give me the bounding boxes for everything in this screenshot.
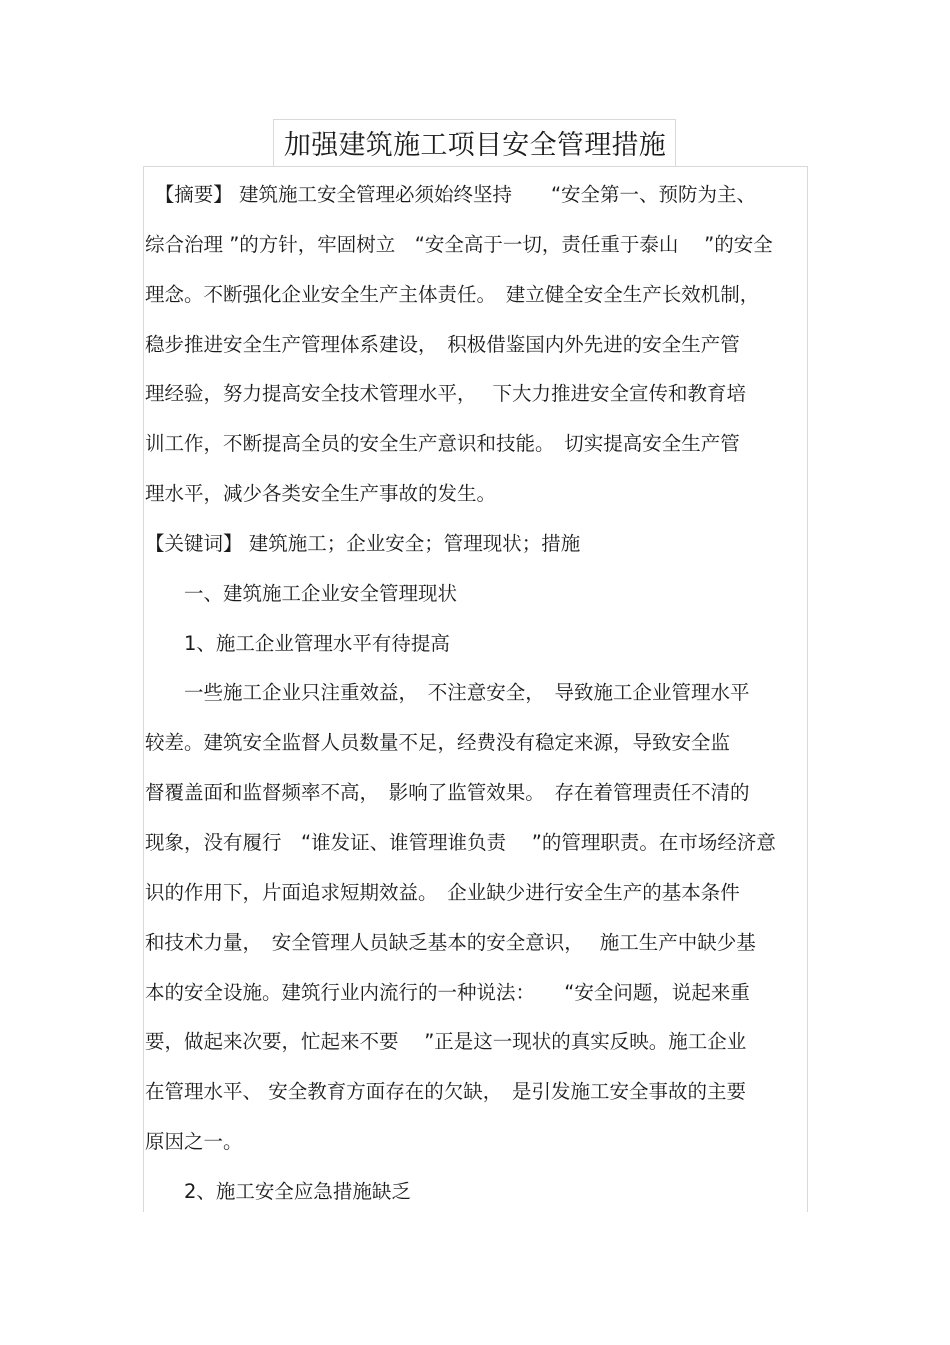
paragraph-line: 本的安全设施。建筑行业内流行的一种说法： “安全问题，说起来重	[145, 980, 750, 1004]
subsection-heading: 1、施工企业管理水平有待提高	[145, 631, 450, 655]
abstract-line: 理念。不断强化企业安全生产主体责任。 建立健全安全生产长效机制，	[145, 282, 760, 306]
subsection-heading: 2、施工安全应急措施缺乏	[145, 1179, 411, 1203]
section-heading: 一、建筑施工企业安全管理现状	[145, 581, 458, 605]
paragraph-line: 和技术力量， 安全管理人员缺乏基本的安全意识， 施工生产中缺少基	[145, 930, 756, 954]
paragraph-line: 要，做起来次要，忙起来不要 ”正是这一现状的真实反映。施工企业	[145, 1030, 747, 1054]
abstract-line: 理水平，减少各类安全生产事故的发生。	[145, 482, 497, 506]
paragraph-line: 现象，没有履行 “谁发证、谁管理谁负责 ”的管理职责。在市场经济意	[145, 830, 776, 854]
paragraph-line: 原因之一。	[145, 1130, 243, 1154]
abstract-line: 训工作，不断提高全员的安全生产意识和技能。 切实提高安全生产管	[145, 432, 740, 456]
paragraph-line: 较差。建筑安全监督人员数量不足，经费没有稳定来源，导致安全监	[145, 731, 731, 755]
abstract-line: 综合治理 ”的方针，牢固树立 “安全高于一切，责任重于泰山 ”的安全	[145, 232, 773, 256]
document-title: 加强建筑施工项目安全管理措施	[283, 130, 667, 161]
abstract-line: 【摘要】 建筑施工安全管理必须始终坚持 “安全第一、预防为主、	[145, 183, 757, 206]
paragraph-line: 识的作用下，片面追求短期效益。 企业缺少进行安全生产的基本条件	[145, 880, 740, 904]
keywords-line: 【关键词】 建筑施工；企业安全；管理现状；措施	[145, 531, 581, 555]
paragraph-line: 在管理水平、 安全教育方面存在的欠缺， 是引发施工安全事故的主要	[145, 1080, 746, 1104]
body-text	[145, 170, 805, 1217]
paragraph-line: 督覆盖面和监督频率不高， 影响了监管效果。 存在着管理责任不清的	[145, 781, 750, 805]
paragraph-line: 一些施工企业只注重效益， 不注意安全， 导致施工企业管理水平	[145, 681, 750, 705]
abstract-line: 理经验，努力提高安全技术管理水平， 下大力推进安全宣传和教育培	[145, 382, 746, 406]
abstract-line: 稳步推进安全生产管理体系建设， 积极借鉴国内外先进的安全生产管	[145, 332, 740, 356]
